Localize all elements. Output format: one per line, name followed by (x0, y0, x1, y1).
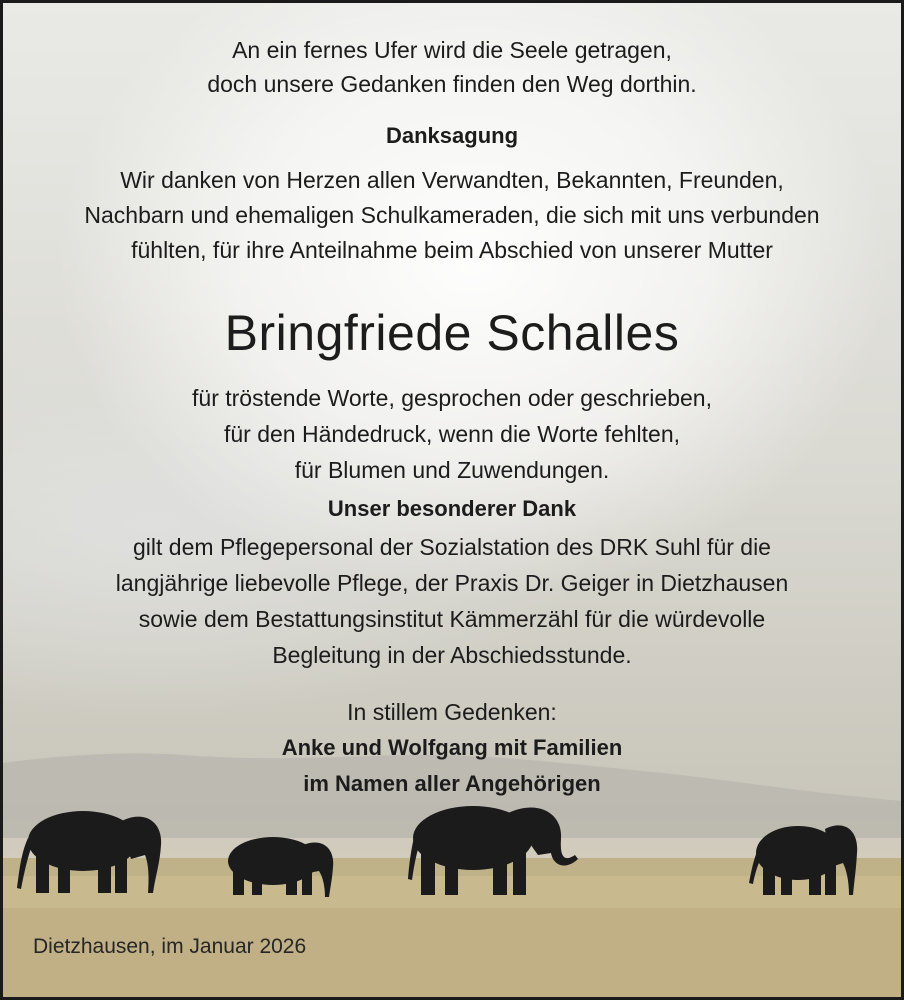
thanks-heading: Danksagung (385, 123, 519, 148)
special-thanks-line-4: Begleitung in der Abschiedsstunde. (272, 642, 632, 668)
thanks-line-1: Wir danken von Herzen allen Verwandten, Bekannten, Freunden, (120, 167, 784, 193)
place-date: Dietzhausen, im Januar 2026 (33, 935, 307, 958)
thanks-line-2: Nachbarn und ehemaligen Schulkameraden, die sich mit uns verbunden (84, 202, 820, 228)
verse-line-2: doch unsere Gedanken finden den Weg dorthin. (207, 71, 697, 97)
closing-signatories: Anke und Wolfgang mit Familien (281, 735, 623, 760)
deceased-name: Bringfriede Schalles (224, 305, 680, 361)
special-thanks-line-1: gilt dem Pflegepersonal der Sozialstation des DRK Suhl für die (133, 534, 771, 560)
thanks-line-3: fühlten, für ihre Anteilnahme beim Abschied von unserer Mutter (131, 237, 773, 263)
special-thanks-heading: Unser besonderer Dank (327, 496, 577, 521)
closing-line-3: im Namen aller Angehörigen (303, 771, 601, 796)
closing-line-1: In stillem Gedenken: (347, 699, 557, 725)
special-thanks-line-3: sowie dem Bestattungsinstitut Kämmerzähl für die würdevolle (138, 606, 766, 632)
gratitude-line-3: für Blumen und Zuwendungen. (294, 457, 610, 483)
verse-line-1: An ein fernes Ufer wird die Seele getragen, (232, 37, 672, 63)
gratitude-line-2: für den Händedruck, wenn die Worte fehlten, (223, 421, 680, 447)
gratitude-line-1: für tröstende Worte, gesprochen oder geschrieben, (192, 385, 712, 411)
special-thanks-line-2: langjährige liebevolle Pflege, der Praxis Dr. Geiger in Dietzhausen (115, 570, 789, 596)
